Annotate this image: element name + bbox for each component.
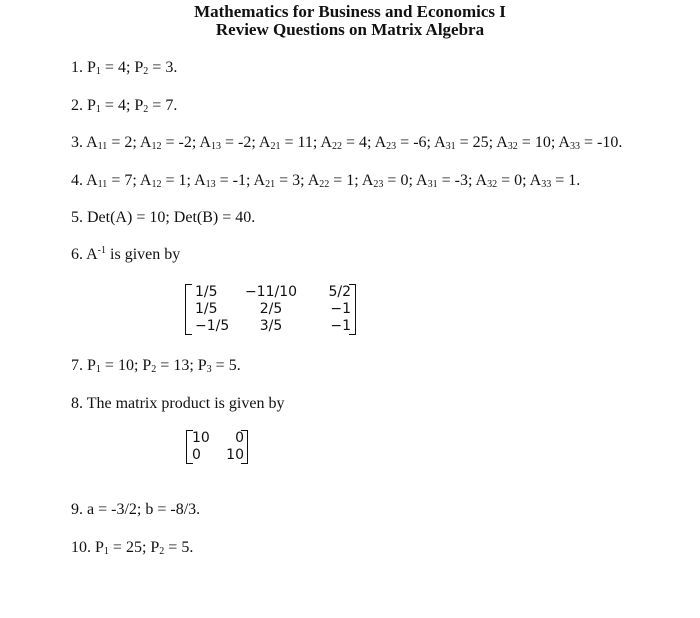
answer-3: 3. $A_{11} = 2$; $A_{12} = -2$; $A_{13} = -2$; $A_{21} = 11$; $A_{22} = 4$; $A_{23} = -6$; $A_{31} = 25$; $A_{32} = 10$; $A_{33} = -10$. [71,134,623,152]
product-matrix [186,430,248,464]
answer-5: 5. Det(A) = 10; Det(B) = 40. [71,209,256,226]
matrix-row [195,318,351,335]
matrix-cell: 2/5 [259,301,283,317]
answer-8: 8. The matrix product is given by [71,395,285,412]
answer-7: 7. $P_1 = 10$; $P_2 = 13$; $P_3 = 5$. [71,357,241,375]
matrix-cell: 10 [192,430,210,446]
matrix-cell: 10 [226,447,244,463]
matrix-row [192,430,244,447]
page-title: Mathematics for Business and Economics I [194,2,506,21]
answer-9: 9. a = -3/2; b = -8/3. [71,501,201,518]
matrix-cell: 1/5 [195,301,218,317]
matrix-cell: 5/2 [328,284,351,300]
matrix-cell: 3/5 [259,318,283,334]
matrix-cell: 0 [235,430,244,446]
matrix-bracket-left [185,284,192,335]
matrix-row [195,301,351,318]
answer-2: 2. $P_1 = 4$; $P_2 = 7$. [71,97,178,115]
matrix-cell: 1/5 [195,284,218,300]
matrix-cell: −1 [330,301,351,317]
matrix-row [192,447,244,464]
matrix-cell: −1/5 [195,318,230,334]
answer-4: 4. $A_{11} = 7$; $A_{12} = 1$; $A_{13} = -1$; $A_{21} = 3$; $A_{22} = 1$; $A_{23} = 0$; $A_{31} = -3$; $A_{32} = 0$; $A_{33} = 1$. [71,172,581,190]
answer-1: 1. $P_1 = 4$; $P_2 = 3$. [71,59,178,77]
matrix-cell: −1 [330,318,351,334]
answer-10: 10. $P_1 = 25$; $P_2 = 5$. [71,539,194,557]
page-subtitle: Review Questions on Matrix Algebra [215,20,485,39]
answer-6: 6. $A^{-1}$ is given by [71,245,181,263]
matrix-cell: −11/10 [244,284,298,300]
inverse-matrix [185,284,356,335]
matrix-row [195,284,351,301]
matrix-cell: 0 [192,447,201,463]
